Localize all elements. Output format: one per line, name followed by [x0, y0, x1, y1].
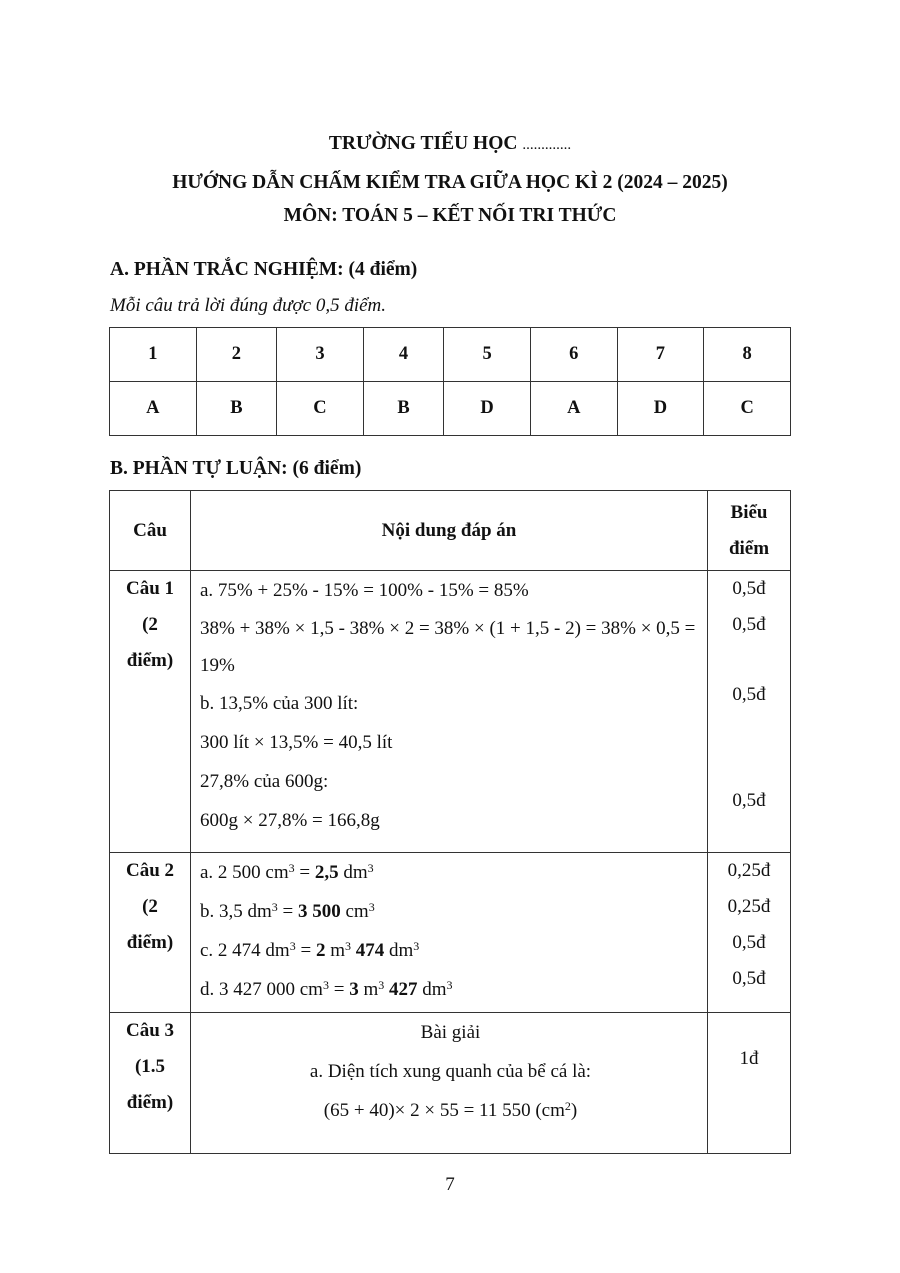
score-header-line-2: điểm: [728, 537, 770, 559]
question-3-label: Câu 3 (1.5 điểm): [110, 1013, 191, 1154]
answer-row: [110, 382, 791, 436]
question-number: 4: [363, 328, 443, 382]
answer-line: 600g × 27,8% = 166,8g: [200, 810, 380, 831]
answer-line: a. 75% + 25% - 15% = 100% - 15% = 85%: [200, 580, 529, 601]
score-value: 0,5đ: [732, 968, 766, 989]
content-column-header: Nội dung đáp án: [191, 491, 708, 571]
question-column-header: Câu: [110, 491, 191, 571]
answer-line: b. 13,5% của 300 lít:: [200, 693, 359, 714]
essay-answer-table: [109, 490, 791, 1154]
page-number: 7: [445, 1174, 455, 1195]
essay-table-header: [110, 491, 791, 571]
question-2-scores: [708, 853, 791, 1013]
part-a-heading: A. PHẦN TRẮC NGHIỆM: (4 điểm): [110, 259, 418, 280]
answer-letter: B: [196, 382, 276, 436]
question-number: 2: [196, 328, 276, 382]
question-3-content: [191, 1013, 708, 1154]
document-title: HƯỚNG DẪN CHẤM KIỂM TRA GIỮA HỌC KÌ 2 (2024 – 2025): [172, 172, 728, 193]
answer-line: b. 3,5 $dm^3 = 3$ 500 $cm^3$: [200, 900, 375, 922]
answer-letter: B: [363, 382, 443, 436]
answer-letter: C: [704, 382, 791, 436]
question-2-label: Câu 2 (2 điểm): [110, 853, 191, 1013]
score-value: 0,5đ: [732, 614, 766, 635]
score-value: 0,5đ: [732, 932, 766, 953]
subject-title: MÔN: TOÁN 5 – KẾT NỐI TRI THỨC: [283, 205, 617, 226]
answer-line: d. 3 427 000 $cm^3 = 3$ $m^3$ 427 $dm^3$: [200, 978, 453, 1000]
question-2-row: [110, 853, 791, 1013]
answer-line: a. Diện tích xung quanh của bể cá là:: [309, 1061, 592, 1082]
part-b-heading: B. PHẦN TỰ LUẬN: (6 điểm): [110, 458, 362, 479]
school-name-blank: .............: [522, 137, 572, 153]
question-number: 5: [444, 328, 531, 382]
answer-line: 27,8% của 600g:: [200, 771, 329, 792]
part-a-note: Mỗi câu trả lời đúng được 0,5 điểm.: [110, 295, 387, 316]
score-value: 0,5đ: [732, 578, 766, 599]
answer-letter: D: [617, 382, 704, 436]
score-value: 0,25đ: [727, 896, 771, 917]
answer-line: Bài giải: [420, 1022, 481, 1043]
answer-line: 300 lít × 13,5% = 40,5 lít: [200, 732, 393, 753]
multiple-choice-answer-table: [109, 327, 791, 436]
question-number: 7: [617, 328, 704, 382]
question-number: 3: [277, 328, 364, 382]
answer-letter: D: [444, 382, 531, 436]
answer-letter: C: [277, 382, 364, 436]
answer-line: (65 + 40)× 2 × 55 = 11 550 $(cm^2)$: [323, 1099, 578, 1121]
question-3-scores: [708, 1013, 791, 1154]
question-1-row: [110, 571, 791, 853]
answer-line: c. 2 474 $dm^3 = 2$ $m^3$ 474 $dm^3$: [200, 939, 420, 961]
question-number-row: [110, 328, 791, 382]
question-3-row: [110, 1013, 791, 1154]
answer-line: a. 2 500 $cm^3 = 2,5$ $dm^3$: [200, 861, 374, 883]
school-name: TRƯỜNG TIỂU HỌC .............: [328, 133, 572, 154]
question-1-label: Câu 1 (2 điểm): [110, 571, 191, 853]
question-1-content: [191, 571, 708, 853]
answer-line: 38% + 38% × 1,5 - 38% × 2 = 38% × (1 + 1,5 - 2) = 38% × 0,5 = 19%: [200, 618, 696, 676]
score-value: 0,5đ: [732, 790, 766, 811]
score-value: 0,25đ: [727, 860, 771, 881]
score-header-line-1: Biểu: [730, 501, 768, 523]
score-column-header: [708, 491, 791, 571]
question-number: 1: [110, 328, 197, 382]
score-value: 1đ: [739, 1048, 759, 1069]
score-value: 0,5đ: [732, 684, 766, 705]
question-2-content: [191, 853, 708, 1013]
question-number: 6: [530, 328, 617, 382]
question-number: 8: [704, 328, 791, 382]
answer-letter: A: [110, 382, 197, 436]
question-1-scores: [708, 571, 791, 853]
answer-letter: A: [530, 382, 617, 436]
